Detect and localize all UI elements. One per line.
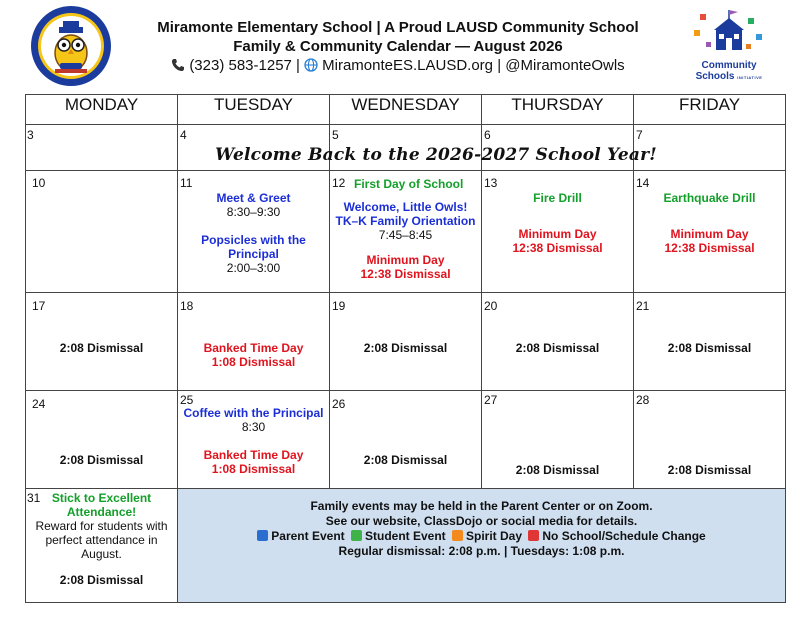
parent-event-swatch-icon (257, 530, 268, 541)
day-cell[interactable] (634, 391, 786, 489)
logo-right-text3: INITIATIVE (737, 75, 763, 80)
calendar-grid (25, 94, 786, 603)
event-title: Minimum Day (518, 227, 597, 241)
event-title: Earthquake Drill (663, 191, 756, 205)
day-cell[interactable] (482, 171, 634, 293)
page-header (0, 0, 800, 94)
event-title: Minimum Day (366, 253, 445, 267)
event-time: 2:00–3:00 (226, 261, 281, 275)
header-text (128, 18, 668, 76)
date-number: 19 (332, 299, 346, 313)
week-row-2 (26, 171, 786, 293)
notice-line: Family events may be held in the Parent Center or on Zoom. (310, 499, 653, 513)
event-title: Banked Time Day (203, 341, 304, 355)
date-number: 20 (484, 299, 498, 313)
date-number: 28 (636, 393, 650, 407)
event-time: 1:08 Dismissal (211, 462, 296, 476)
day-cell[interactable] (178, 391, 330, 489)
date-number: 25 (180, 393, 194, 407)
logo-right-text1: Community (701, 60, 757, 71)
notice-line: Regular dismissal: 2:08 p.m. | Tuesdays: 1:08 p.m. (338, 544, 625, 558)
schoolhouse-icon (688, 8, 770, 56)
event-title: Fire Drill (533, 191, 582, 205)
legend-label: Student Event (364, 529, 446, 543)
legend (178, 529, 785, 544)
week-row-5 (26, 489, 786, 603)
welcome-banner: Welcome Back to the 2026-2027 School Year! (215, 145, 657, 165)
day-cell[interactable] (330, 125, 482, 171)
date-number: 6 (484, 128, 491, 142)
event-title: 2:08 Dismissal (59, 453, 144, 467)
date-number: 5 (332, 128, 339, 142)
contact-line (128, 56, 668, 76)
contact-separator: | (493, 57, 506, 74)
date-number: 11 (180, 176, 193, 190)
event-title: Welcome, Little Owls! (343, 200, 468, 214)
week-row-4 (26, 391, 786, 489)
notice-line: See our website, ClassDojo or social media for details. (325, 514, 638, 528)
date-number: 14 (636, 176, 650, 190)
event-title: 2:08 Dismissal (515, 341, 600, 355)
school-logo (30, 5, 112, 87)
day-cell[interactable] (26, 489, 178, 603)
calendar-title: Family & Community Calendar — August 2026 (233, 38, 563, 55)
day-cell[interactable] (178, 293, 330, 391)
day-cell[interactable] (178, 125, 330, 171)
logo-right-line2 (688, 71, 770, 83)
event-title: 2:08 Dismissal (59, 341, 144, 355)
day-cell[interactable] (26, 125, 657, 171)
event-title: Meet & Greet (216, 191, 291, 205)
event-title: Coffee with the Principal (183, 406, 324, 420)
event-title: 2:08 Dismissal (363, 341, 448, 355)
day-cell[interactable] (330, 171, 482, 293)
website-link[interactable]: MiramonteES.LAUSD.org (322, 57, 494, 74)
week-row-1 (26, 125, 786, 171)
day-cell[interactable] (26, 171, 178, 293)
event-title: Minimum Day (670, 227, 749, 241)
logo-right-text2: Schools (695, 71, 735, 82)
day-cell[interactable] (634, 125, 786, 171)
date-number: 3 (27, 128, 34, 142)
student-event-swatch-icon (351, 530, 362, 541)
day-cell[interactable] (330, 293, 482, 391)
day-cell[interactable] (26, 391, 178, 489)
date-number: 31 (27, 491, 41, 505)
event-time: 12:38 Dismissal (360, 267, 451, 281)
date-number: 21 (636, 299, 650, 313)
event-title: 2:08 Dismissal (59, 573, 144, 587)
phone-icon (171, 58, 185, 72)
event-time: 8:30 (241, 420, 266, 434)
date-number: 10 (32, 176, 46, 190)
event-title: 2:08 Dismissal (667, 341, 752, 355)
legend-label: No School/Schedule Change (542, 529, 706, 543)
weekday-header: TUESDAY (178, 95, 330, 125)
phone-number[interactable]: (323) 583-1257 (189, 57, 292, 74)
info-notice (178, 489, 786, 603)
legend-label: Spirit Day (466, 529, 523, 543)
event-time: 12:38 Dismissal (664, 241, 755, 255)
no-school-swatch-icon (528, 530, 539, 541)
day-cell[interactable] (634, 293, 786, 391)
weekday-header: MONDAY (26, 95, 178, 125)
event-time: 12:38 Dismissal (512, 241, 603, 255)
event-title: First Day of School (354, 177, 464, 191)
social-handle[interactable]: @MiramonteOwls (505, 57, 625, 74)
event-title: 2:08 Dismissal (515, 463, 600, 477)
event-time: 8:30–9:30 (226, 205, 281, 219)
day-cell[interactable] (178, 171, 330, 293)
school-title: Miramonte Elementary School | A Proud LAUSD Community School (157, 19, 639, 36)
event-title: Banked Time Day (203, 448, 304, 462)
day-cell[interactable] (330, 391, 482, 489)
spirit-day-swatch-icon (452, 530, 463, 541)
week-row-3 (26, 293, 786, 391)
event-time: 7:45–8:45 (378, 228, 433, 242)
globe-icon (304, 58, 318, 72)
date-number: 24 (32, 397, 46, 411)
date-number: 26 (332, 397, 346, 411)
date-number: 7 (636, 128, 643, 142)
weekday-header: THURSDAY (482, 95, 634, 125)
date-number: 13 (484, 176, 498, 190)
event-title: TK–K Family Orientation (335, 214, 476, 228)
date-number: 4 (180, 128, 187, 142)
date-number: 18 (180, 299, 194, 313)
date-number: 27 (484, 393, 498, 407)
event-title: Stick to Excellent (51, 491, 152, 505)
event-title: Attendance! (66, 505, 137, 519)
community-schools-logo (688, 8, 770, 86)
event-title: 2:08 Dismissal (363, 453, 448, 467)
weekday-header: WEDNESDAY (330, 95, 482, 125)
date-number: 17 (32, 299, 46, 313)
weekday-header: FRIDAY (634, 95, 786, 125)
weekday-header-row (26, 95, 786, 125)
event-title: 2:08 Dismissal (667, 463, 752, 477)
day-cell[interactable] (482, 293, 634, 391)
legend-label: Parent Event (271, 529, 345, 543)
event-time: 1:08 Dismissal (211, 355, 296, 369)
contact-separator: | (291, 57, 305, 74)
day-cell[interactable] (482, 125, 634, 171)
day-cell[interactable] (634, 171, 786, 293)
event-title: Popsicles with the Principal (201, 233, 306, 261)
event-description: Reward for students with perfect attendance in August. (35, 519, 168, 561)
date-number: 12 (332, 176, 346, 190)
day-cell[interactable] (482, 391, 634, 489)
day-cell[interactable] (26, 293, 178, 391)
